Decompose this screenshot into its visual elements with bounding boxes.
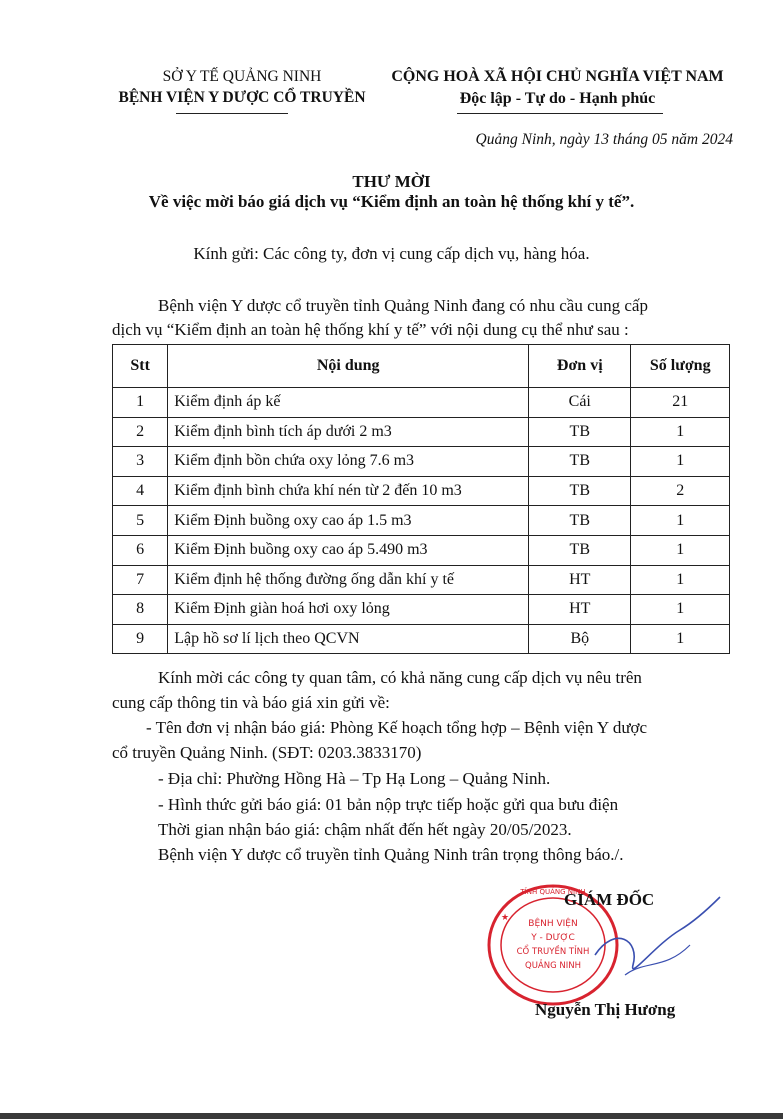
- recipient-line-1: - Tên đơn vị nhận báo giá: Phòng Kế hoạch tổng hợp – Bệnh viện Y dược: [146, 718, 648, 737]
- stamp-line-1: BỆNH VIỆN: [528, 919, 578, 929]
- invite-line-1: Kính mời các công ty quan tâm, có khả năng cung cấp dịch vụ nêu trên: [158, 668, 642, 687]
- document-subtitle: Về việc mời báo giá dịch vụ “Kiểm định an toàn hệ thống khí y tế”.: [148, 192, 635, 211]
- table-header-row: [113, 345, 730, 388]
- star-icon: ★: [501, 913, 510, 923]
- salutation: Kính gửi: Các công ty, đơn vị cung cấp dịch vụ, hàng hóa.: [193, 244, 590, 263]
- issuer-block: [92, 66, 392, 108]
- row-quantity: 1: [631, 535, 730, 565]
- national-motto-block: [380, 66, 735, 110]
- row-unit: HT: [529, 595, 631, 625]
- row-stt: 9: [113, 624, 168, 654]
- method-line: - Hình thức gửi báo giá: 01 bản nộp trực tiếp hoặc gửi qua bưu điện: [158, 795, 619, 814]
- row-content: Kiểm Định buồng oxy cao áp 5.490 m3: [168, 535, 529, 565]
- address-line: - Địa chỉ: Phường Hồng Hà – Tp Hạ Long – Quảng Ninh.: [158, 769, 551, 788]
- service-table: [112, 344, 730, 654]
- document-title: THƯ MỜI: [352, 172, 431, 191]
- recipient-line-2: cổ truyền Quảng Ninh. (SĐT: 0203.3833170): [112, 743, 422, 762]
- row-stt: 8: [113, 595, 168, 625]
- table-row: [113, 417, 730, 447]
- issuer-underline: [176, 113, 288, 114]
- header-unit: Đơn vị: [529, 345, 631, 388]
- row-unit: Cái: [529, 388, 631, 418]
- signatory-name: Nguyễn Thị Hương: [535, 1000, 676, 1019]
- header-content: Nội dung: [168, 345, 529, 388]
- row-content: Kiểm định áp kế: [168, 388, 529, 418]
- table-row: [113, 506, 730, 536]
- header-stt: Stt: [113, 345, 168, 388]
- row-stt: 3: [113, 447, 168, 477]
- row-quantity: 1: [631, 565, 730, 595]
- row-unit: HT: [529, 565, 631, 595]
- row-unit: Bộ: [529, 624, 631, 654]
- row-unit: TB: [529, 447, 631, 477]
- table-row: [113, 535, 730, 565]
- row-stt: 4: [113, 476, 168, 506]
- national-title: CỘNG HOÀ XÃ HỘI CHỦ NGHĨA VIỆT NAM: [391, 68, 724, 85]
- row-unit: TB: [529, 535, 631, 565]
- row-content: Kiểm định hệ thống đường ống dẫn khí y tế: [168, 565, 529, 595]
- signatory-title: GIÁM ĐỐC: [564, 890, 655, 909]
- stamp-line-2: Y - DƯỢC: [531, 933, 575, 943]
- row-quantity: 1: [631, 624, 730, 654]
- row-stt: 6: [113, 535, 168, 565]
- deadline-line: Thời gian nhận báo giá: chậm nhất đến hết ngày 20/05/2023.: [158, 820, 572, 839]
- row-stt: 2: [113, 417, 168, 447]
- table-row: [113, 476, 730, 506]
- row-quantity: 1: [631, 506, 730, 536]
- row-unit: TB: [529, 506, 631, 536]
- stamp-ring-text: TỈNH QUẢNG NINH: [520, 888, 586, 896]
- row-content: Kiểm Định buồng oxy cao áp 1.5 m3: [168, 506, 529, 536]
- header-quantity: Số lượng: [631, 345, 730, 388]
- issuer-hospital: BỆNH VIỆN Y DƯỢC CỔ TRUYỀN: [118, 89, 366, 106]
- date-line: Quảng Ninh, ngày 13 tháng 05 năm 2024: [475, 131, 733, 148]
- row-content: Kiểm định bình tích áp dưới 2 m3: [168, 417, 529, 447]
- row-quantity: 1: [631, 595, 730, 625]
- intro-line-2: dịch vụ “Kiểm định an toàn hệ thống khí y tế” với nội dung cụ thể như sau :: [112, 320, 629, 339]
- row-stt: 7: [113, 565, 168, 595]
- row-quantity: 1: [631, 417, 730, 447]
- row-content: Kiểm định bồn chứa oxy lỏng 7.6 m3: [168, 447, 529, 477]
- intro-line-1: Bệnh viện Y dược cổ truyền tỉnh Quảng Ninh đang có nhu cầu cung cấp: [158, 296, 648, 315]
- table-row: [113, 565, 730, 595]
- row-content: Kiểm định bình chứa khí nén từ 2 đến 10 m3: [168, 476, 529, 506]
- row-content: Kiểm Định giàn hoá hơi oxy lỏng: [168, 595, 529, 625]
- row-unit: TB: [529, 476, 631, 506]
- table-row: [113, 595, 730, 625]
- stamp-line-4: QUẢNG NINH: [525, 961, 581, 971]
- issuer-department: SỞ Y TẾ QUẢNG NINH: [162, 68, 322, 85]
- table-row: [113, 624, 730, 654]
- row-stt: 5: [113, 506, 168, 536]
- row-content: Lập hồ sơ lí lịch theo QCVN: [168, 624, 529, 654]
- table-row: [113, 388, 730, 418]
- row-stt: 1: [113, 388, 168, 418]
- row-quantity: 1: [631, 447, 730, 477]
- invite-line-2: cung cấp thông tin và báo giá xin gửi về:: [112, 693, 390, 712]
- row-unit: TB: [529, 417, 631, 447]
- closing-line: Bệnh viện Y dược cổ truyền tỉnh Quảng Ninh trân trọng thông báo./.: [158, 845, 624, 864]
- stamp-line-3: CỔ TRUYỀN TỈNH: [516, 947, 590, 957]
- row-quantity: 2: [631, 476, 730, 506]
- table-row: [113, 447, 730, 477]
- row-quantity: 21: [631, 388, 730, 418]
- national-motto: Độc lập - Tự do - Hạnh phúc: [459, 90, 656, 107]
- motto-underline: [457, 113, 663, 114]
- page-bottom-edge: [0, 1113, 783, 1119]
